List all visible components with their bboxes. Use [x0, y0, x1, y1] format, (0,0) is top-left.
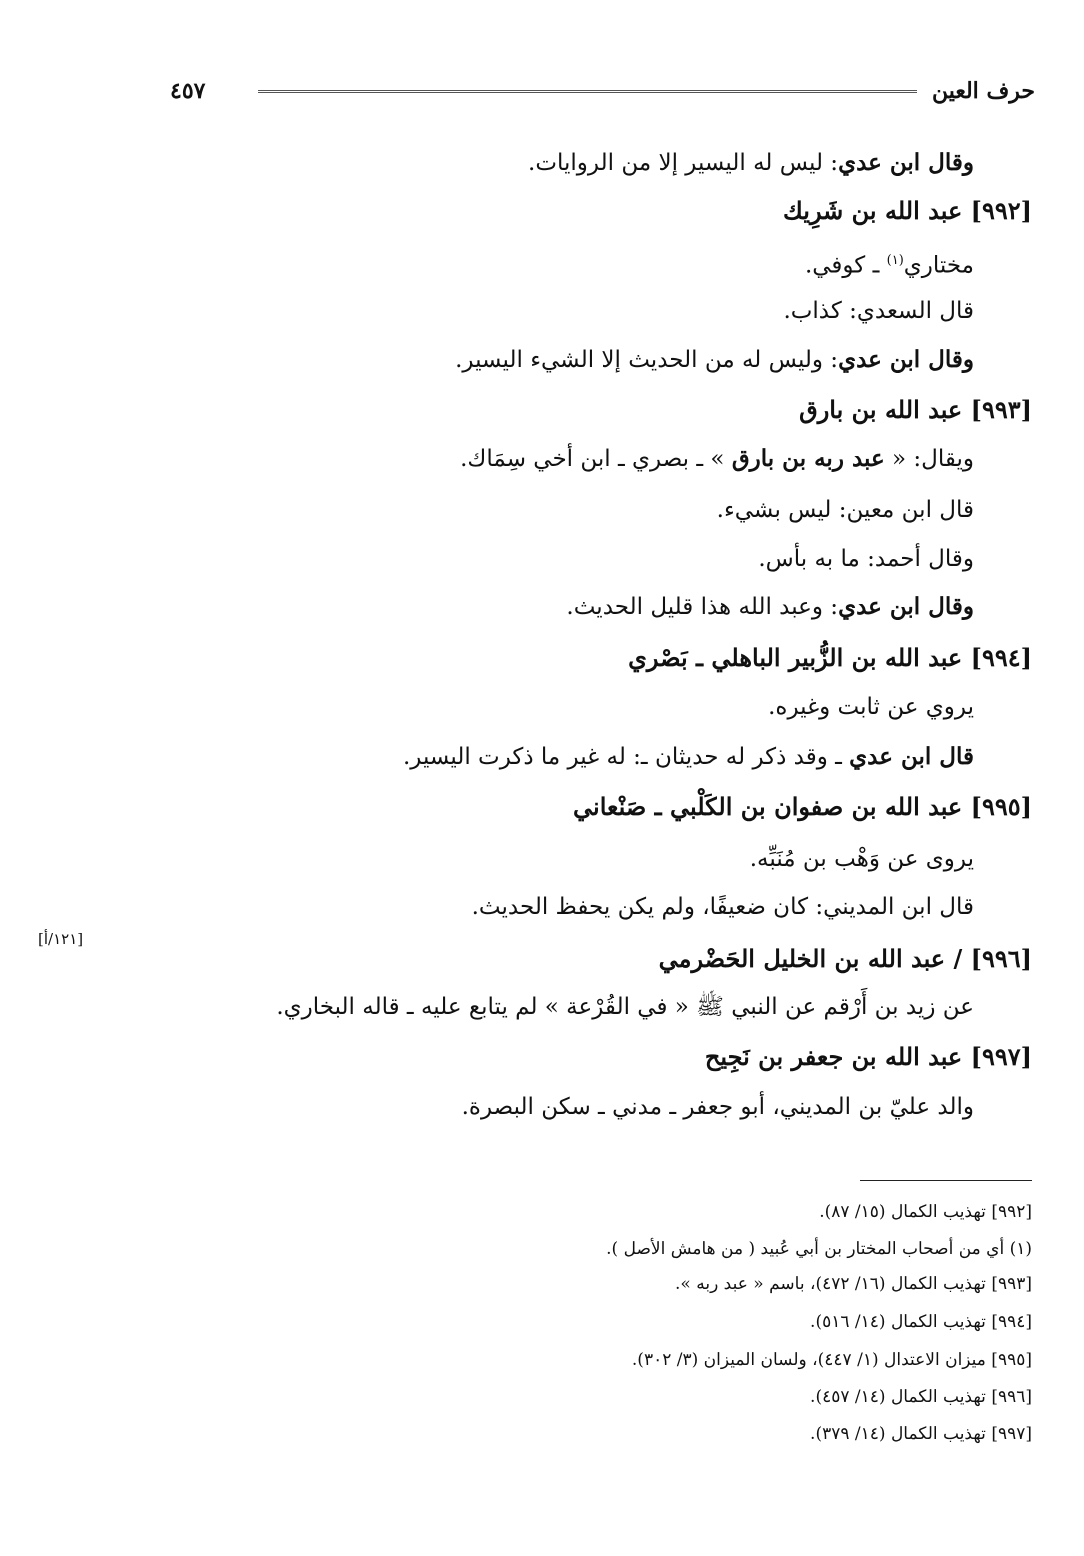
bold-text: وقال ابن عدي — [838, 149, 974, 176]
text-line — [462, 1090, 974, 1124]
text: » ـ بصري ـ ابن أخي سِمَاك. — [460, 446, 732, 472]
text: عن زيد بن أَرْقم عن النبي ﷺ « في القُرْعة » لم يتابع عليه ـ قاله البخاري. — [276, 994, 974, 1020]
footnote: [٩٩٥] ميزان الاعتدال (١/ ٤٤٧)، ولسان الميزان (٣/ ٣٠٢). — [631, 1350, 1032, 1370]
footnote: [٩٩٣] تهذيب الكمال (١٦/ ٤٧٢)، باسم « عبد ربه ». — [675, 1274, 1032, 1294]
bold-text: قال ابن عدي — [849, 743, 974, 770]
entry-heading — [783, 194, 1032, 228]
page-number: ٤٥٧ — [170, 78, 206, 104]
text: والد عليّ بن المديني، أبو جعفر ـ مدني ـ سكن البصرة. — [461, 1094, 974, 1120]
footnote-rule — [860, 1180, 1032, 1181]
text: : ليس له اليسير إلا من الروايات. — [528, 150, 839, 176]
entry-heading — [628, 641, 1032, 675]
text-line — [717, 493, 974, 527]
bold-text: وقال ابن عدي — [838, 346, 974, 373]
text: وقال أحمد: ما به بأس. — [758, 546, 974, 572]
text: يروي عن ثابت وغيره. — [768, 694, 974, 720]
text: قال السعدي: كذاب. — [783, 298, 974, 324]
header-rule — [258, 90, 917, 93]
footnote: [٩٩٢] تهذيب الكمال (١٥/ ٨٧). — [819, 1202, 1032, 1222]
footnote: [٩٩٤] تهذيب الكمال (١٤/ ٥١٦). — [810, 1312, 1032, 1332]
bold-text: [٩٩٣] عبد الله بن بارق — [799, 395, 1032, 424]
text-line — [460, 442, 974, 476]
text: قال ابن المديني: كان ضعيفًا، ولم يكن يحفظ الحديث. — [471, 894, 974, 920]
text-line — [528, 146, 974, 180]
entry-heading — [659, 942, 1032, 976]
text-line — [276, 990, 974, 1024]
text-line — [783, 294, 974, 328]
bold-text: عبد ربه بن بارق — [731, 445, 885, 472]
text: ـ كوفي. — [804, 252, 887, 279]
text-line — [750, 842, 974, 876]
text-line — [472, 890, 974, 924]
text: يروى عن وَهْب بن مُنَبِّه. — [749, 846, 974, 872]
text: ـ وقد ذكر له حديثان ـ: له غير ما ذكرت اليسير. — [402, 744, 850, 770]
text-line — [455, 343, 974, 377]
text-line — [805, 244, 974, 283]
footnote: (١) أي من أصحاب المختار بن أبي عُبيد ( من هامش الأصل ). — [606, 1239, 1032, 1259]
text: : وعبد الله هذا قليل الحديث. — [566, 594, 839, 620]
text-line — [403, 740, 974, 774]
footnote: [٩٩٦] تهذيب الكمال (١٤/ ٤٥٧). — [810, 1387, 1032, 1407]
chapter-title: حرف العين — [931, 78, 1035, 104]
bold-text: [٩٩٤] عبد الله بن الزُّبير الباهلي ـ بَصْري — [628, 643, 1032, 672]
margin-folio-note: [١٢١/أ] — [38, 930, 84, 948]
entry-heading — [799, 393, 1032, 427]
page-header — [150, 74, 1035, 114]
bold-text: [٩٩٥] عبد الله بن صفوان بن الكَلْبي ـ صَنْعاني — [573, 792, 1032, 821]
text-line — [566, 590, 974, 624]
text: : وليس له من الحديث إلا الشيء اليسير. — [455, 347, 839, 373]
footnote: [٩٩٧] تهذيب الكمال (١٤/ ٣٧٩). — [810, 1424, 1032, 1444]
bold-text: [٩٩٢] عبد الله بن شَرِيك — [783, 196, 1032, 225]
bold-text: [٩٩٧] عبد الله بن جعفر بن نَجِيح — [704, 1042, 1032, 1071]
text-line — [758, 542, 974, 576]
entry-heading — [705, 1040, 1032, 1074]
footnote-marker: (١) — [886, 253, 904, 268]
entry-heading — [573, 790, 1032, 824]
bold-text: وقال ابن عدي — [838, 593, 974, 620]
bold-text: [٩٩٦] / عبد الله بن الخليل الحَضْرمي — [658, 944, 1032, 973]
text-line — [768, 690, 974, 724]
text: قال ابن معين: ليس بشيء. — [716, 497, 974, 523]
text: مختاري — [903, 252, 974, 279]
text: ويقال: « — [884, 446, 974, 472]
